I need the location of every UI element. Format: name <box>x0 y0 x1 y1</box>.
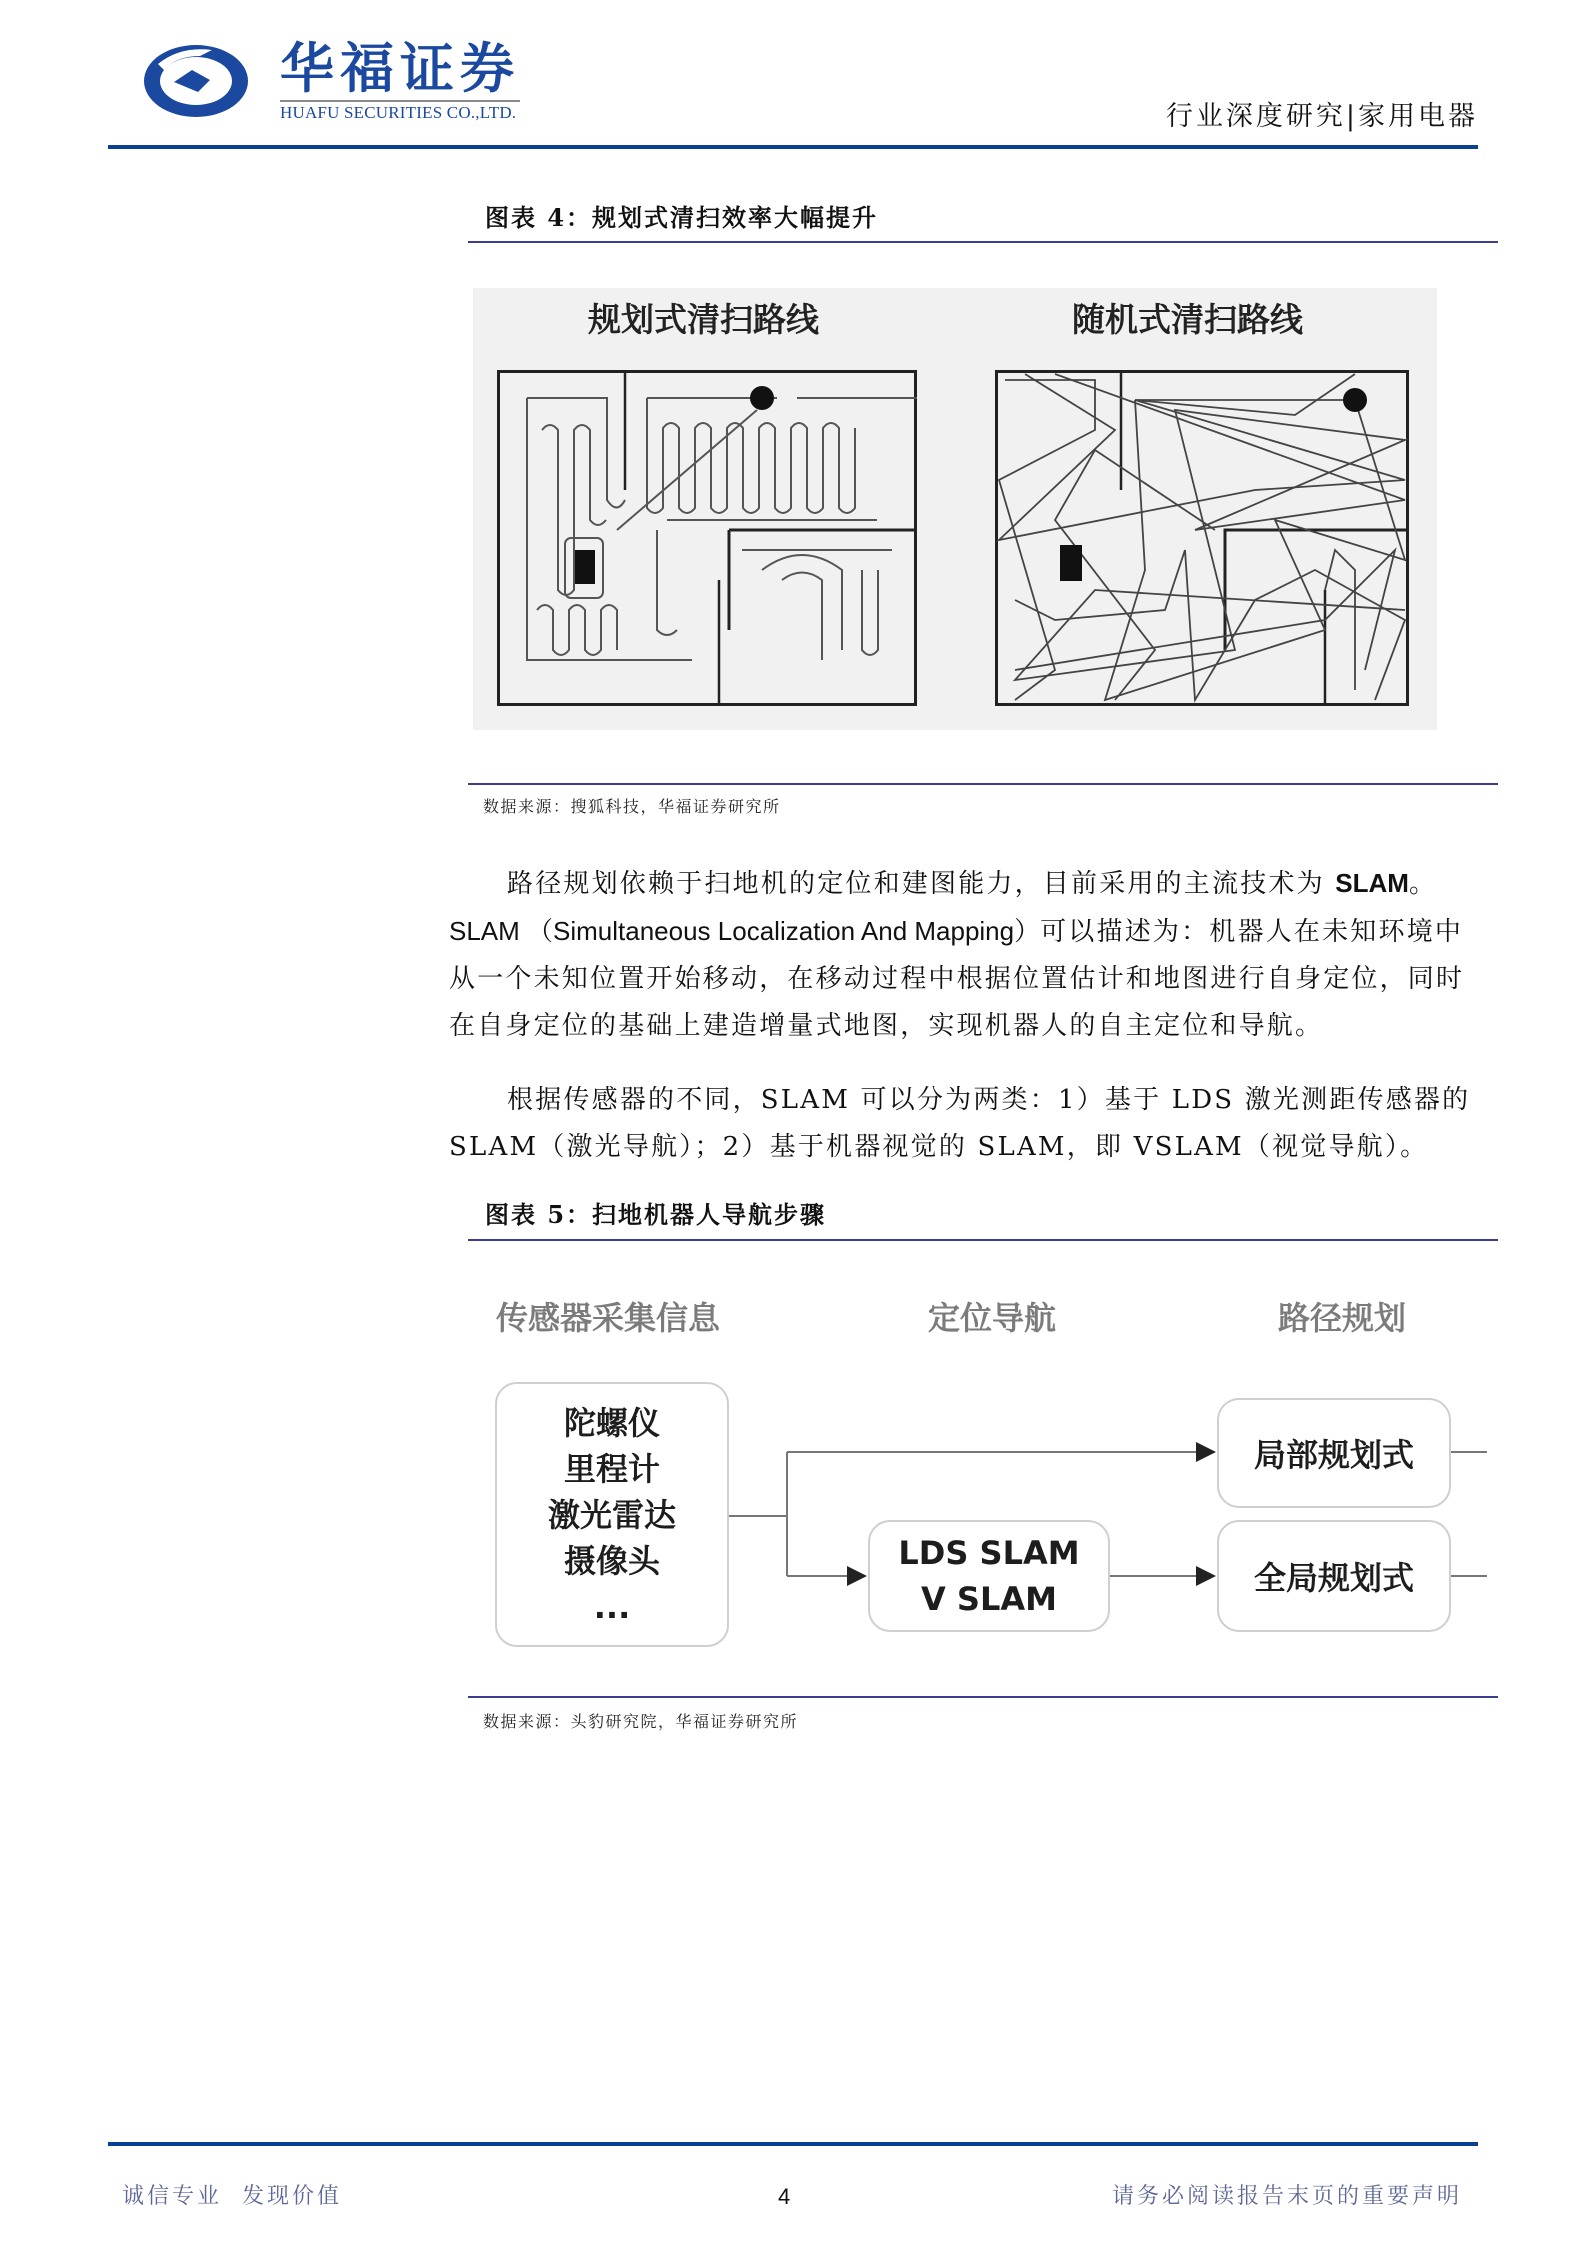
column-header-localization: 定位导航 <box>928 1299 1057 1337</box>
column-header-path-planning: 路径规划 <box>1278 1299 1407 1337</box>
logo-divider <box>280 100 520 102</box>
figure4-title: 图表 4：规划式清扫效率大幅提升 <box>485 203 879 232</box>
p2-line2: SLAM（激光导航）；2）基于机器视觉的 SLAM，即 VSLAM（视觉导航）。 <box>449 1132 1429 1162</box>
p1-period: 。 <box>1408 869 1438 899</box>
report-category: 行业深度研究|家用电器 <box>1165 101 1478 132</box>
v-slam-label: V SLAM <box>921 1580 1057 1618</box>
figure4-bottom-rule <box>468 783 1498 785</box>
figure5-title: 图表 5：扫地机器人导航步骤 <box>485 1200 827 1229</box>
global-planning-label: 全局规划式 <box>1253 1559 1414 1597</box>
p1-slam-expansion: SLAM （Simultaneous Localization And Mapping） <box>449 916 1041 946</box>
global-planning-box <box>1217 1520 1451 1632</box>
slam-box <box>868 1520 1110 1632</box>
paragraph-slam-definition <box>449 860 1489 1050</box>
footer-slogan: 诚信专业 发现价值 <box>122 2184 342 2209</box>
random-route-map <box>995 370 1409 706</box>
page-number: 4 <box>778 2184 791 2209</box>
figure4-source: 数据来源：搜狐科技，华福证券研究所 <box>483 797 781 816</box>
figure4-top-rule <box>468 241 1498 243</box>
logo-chinese-name: 华福证券 <box>280 36 520 100</box>
paragraph-slam-types <box>449 1077 1489 1171</box>
logo-english-name: HUAFU SECURITIES CO.,LTD. <box>280 103 517 122</box>
column-header-sensors: 传感器采集信息 <box>496 1299 721 1337</box>
p1-sentence1: 路径规划依赖于扫地机的定位和建图能力，目前采用的主流技术为 <box>507 869 1336 899</box>
sensor-lidar: 激光雷达 <box>547 1495 676 1534</box>
sensors-box <box>495 1382 729 1647</box>
random-route-label: 随机式清扫路线 <box>1072 300 1303 339</box>
planned-route-map <box>497 370 917 706</box>
p2-line1: 根据传感器的不同，SLAM 可以分为两类：1）基于 LDS 激光测距传感器的 <box>507 1085 1471 1115</box>
p1-sentence2: 可以描述为：机器人在未知环境中从一个未知位置开始移动，在移动过程中根据位置估计和地图进行自身定位，同时在自身定位的基础上建造增量式地图，实现机器人的自主定位和导航。 <box>449 917 1465 1041</box>
local-planning-box <box>1217 1398 1451 1508</box>
planned-route-label: 规划式清扫路线 <box>588 300 819 339</box>
footer-rule <box>108 2142 1478 2146</box>
p1-slam-bold: SLAM <box>1335 868 1409 898</box>
local-planning-label: 局部规划式 <box>1253 1436 1414 1474</box>
huafu-logo-icon <box>140 42 252 120</box>
sensor-odometer: 里程计 <box>563 1449 660 1488</box>
figure5-top-rule <box>468 1239 1498 1241</box>
header-rule <box>108 145 1478 149</box>
lds-slam-label: LDS SLAM <box>898 1534 1080 1572</box>
sensor-more: ... <box>593 1587 631 1626</box>
figure5-source: 数据来源：头豹研究院，华福证券研究所 <box>483 1712 799 1731</box>
figure5-bottom-rule <box>468 1696 1498 1698</box>
footer-disclaimer: 请务必阅读报告末页的重要声明 <box>1111 2184 1462 2209</box>
sensor-gyroscope: 陀螺仪 <box>563 1403 660 1442</box>
sensor-camera: 摄像头 <box>563 1541 660 1580</box>
